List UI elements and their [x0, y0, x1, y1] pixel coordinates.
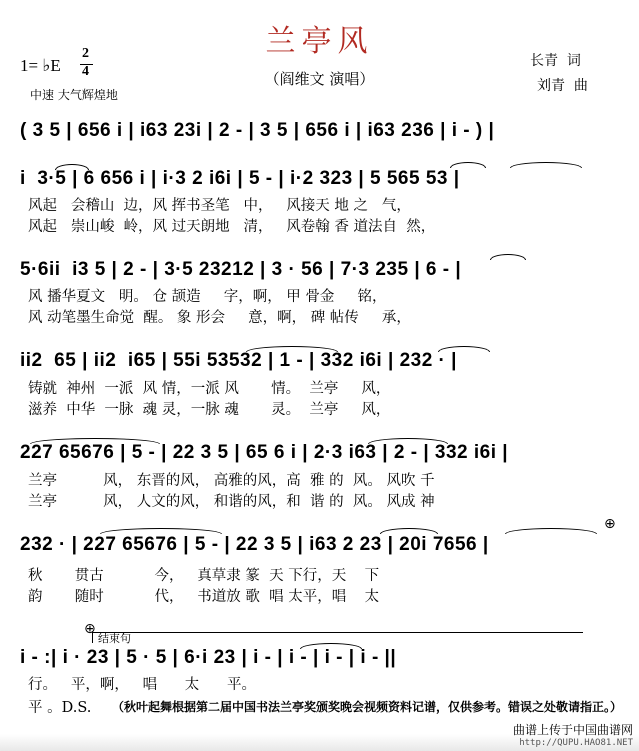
slur-mark [380, 528, 438, 534]
watermark-url: http://QUPU.HAO81.NET [519, 738, 633, 748]
watermark-text: 曲谱上传于中国曲谱网 [512, 723, 633, 737]
lyrics-line-5-verse-1: 兰亭 风， 东晋的风， 高雅的风，高 雅 的 风。 风吹 千 [28, 473, 435, 489]
slur-mark [450, 162, 486, 168]
slur-mark [30, 438, 160, 444]
notation-line-6: 232 · | 227 65676 | 5 - | 22 3 5 | i63 2 23 | 20i 7656 | [20, 534, 489, 555]
lyrics-line-7: 行。 平，啊， 唱 太 平。 [28, 677, 256, 693]
slur-mark [368, 438, 448, 444]
ending-bracket [92, 632, 583, 643]
footnote: （秋叶起舞根据第二届中国书法兰亭奖颁奖晚会视频资料记谱，仅供参考。错误之处敬请指正。） [112, 700, 623, 714]
notation-line-2: i 3·5 | 6 656 i | i·3 2 i6i | 5 - | i·2 323 | 5 565 53 | [20, 168, 460, 189]
lyrics-line-4-verse-1: 铸就 神州 一派 风 情，一派 风 情。 兰亭 风， [28, 381, 391, 397]
lyrics-line-3-verse-2: 风 动笔墨生命觉 醒。 象 形会 意，啊， 碑 帖传 承， [28, 310, 411, 326]
slur-mark [246, 346, 338, 352]
slur-mark [100, 528, 222, 534]
key-signature: 1= ♭E [20, 56, 61, 75]
coda-sign-icon: ⊕ [604, 516, 616, 532]
lyrics-line-2-verse-1: 风起 会稽山 边，风 挥书圣笔 中， 风接天 地 之 气， [28, 198, 411, 214]
notation-line-5: 227 65676 | 5 - | 22 3 5 | 65 6 i | 2·3 i63 | 2 - | 332 i6i | [20, 442, 509, 463]
lyricist-credit: 长青 词 [530, 53, 581, 69]
notation-line-4: ii2 65 | ii2 i65 | 55i 53532 | 1 - | 332 i6i | 232 · | [20, 350, 457, 371]
ending-label: 结束句 [98, 632, 131, 645]
slur-mark [490, 254, 526, 260]
slur-mark [438, 346, 490, 352]
ds-label: 平 。D.S. [28, 700, 92, 716]
notation-line-7: i - :| i · 23 | 5 · 5 | 6·i 23 | i - | i - | i - | i - || [20, 647, 397, 668]
lyrics-line-3-verse-1: 风 播华夏文 明。 仓 颉造 字，啊， 甲 骨金 铭， [28, 289, 387, 305]
tempo-marking: 中速 大气辉煌地 [30, 88, 118, 102]
time-signature-top: 2 [82, 46, 89, 61]
notation-line-3: 5·6ii i3 5 | 2 - | 3·5 23212 | 3 · 56 | 7·3 235 | 6 - | [20, 259, 462, 280]
lyrics-line-4-verse-2: 滋养 中华 一脉 魂 灵，一脉 魂 灵。 兰亭 风， [28, 402, 391, 418]
slur-mark [505, 528, 597, 534]
lyrics-line-6-verse-2: 韵 随时 代， 书道放 歌 唱 太平，唱 太 [28, 589, 380, 605]
song-title: 兰亭风 [265, 24, 374, 59]
lyrics-line-5-verse-2: 兰亭 风， 人文的风， 和谐的风，和 谐 的 风。 风成 神 [28, 494, 435, 510]
lyrics-line-6-verse-1: 秋 贯古 今， 真草隶 篆 天 下行，天 下 [28, 568, 380, 584]
composer-credit: 刘青 曲 [537, 78, 588, 94]
notation-line-1: ( 3 5 | 656 i | i63 23i | 2 - | 3 5 | 656 i | i63 236 | i - ) | [20, 120, 495, 141]
lyrics-line-2-verse-2: 风起 崇山峻 岭，风 过天朗地 清， 风卷翰 香 道法自 然， [28, 219, 436, 235]
time-signature-bottom: 4 [82, 64, 89, 79]
slur-mark [55, 164, 89, 170]
slur-mark [510, 162, 582, 168]
slur-mark [300, 643, 362, 649]
coda-sign-ending-icon: ⊕ [84, 621, 96, 637]
song-subtitle: （阎维文 演唱） [264, 70, 375, 88]
